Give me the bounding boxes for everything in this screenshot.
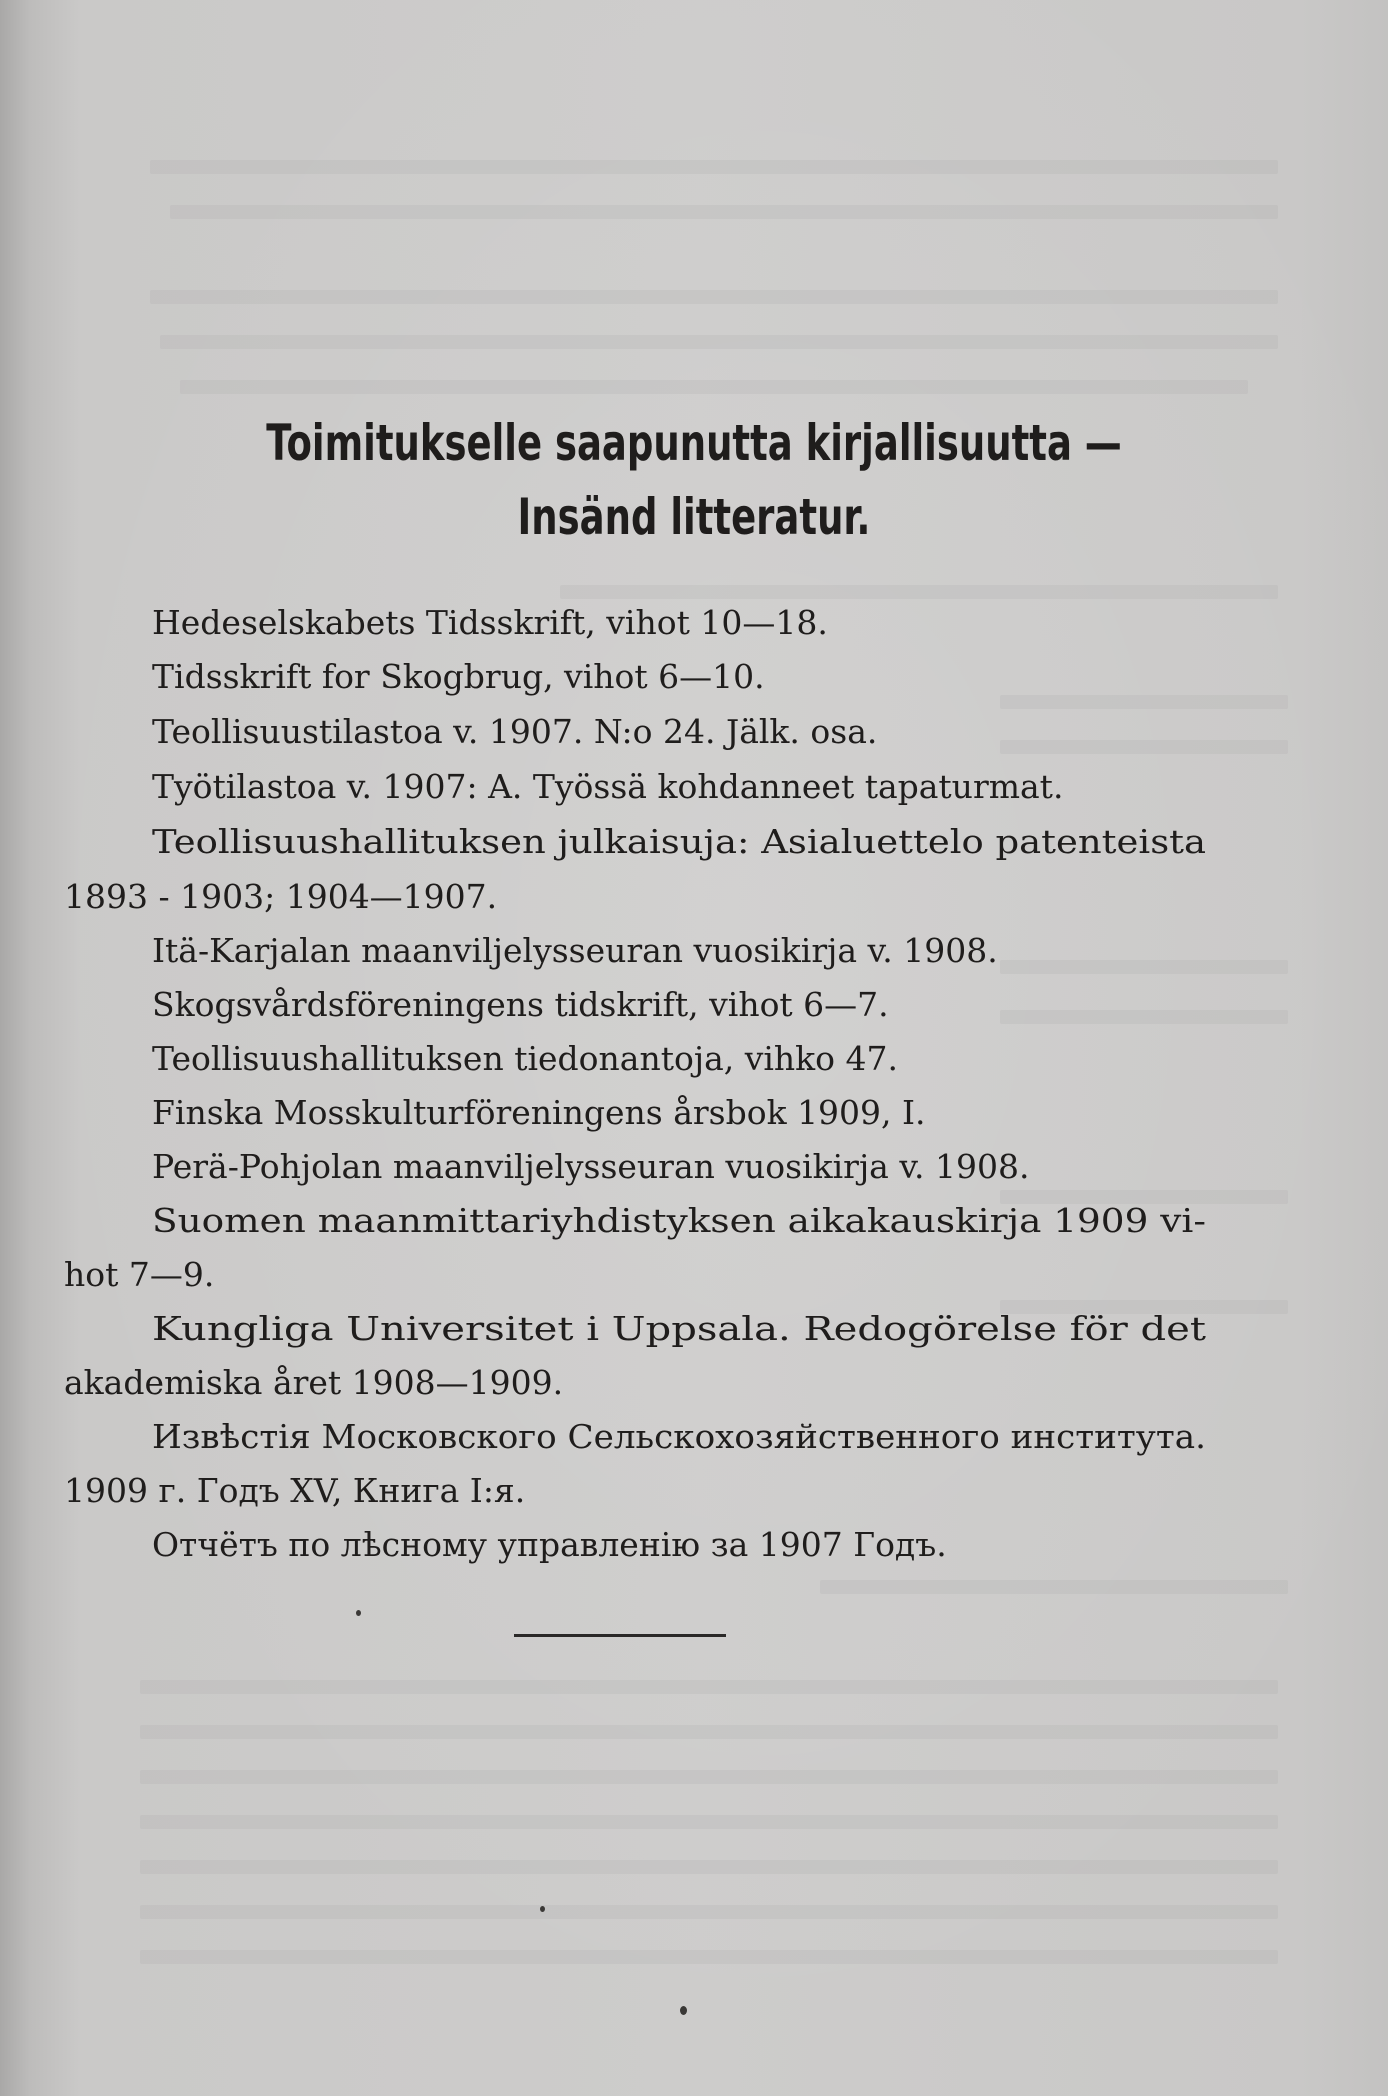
ink-speck (680, 2006, 687, 2015)
list-item: Työtilastoa v. 1907: A. Työssä kohdanneet tapaturmat. (152, 767, 1064, 806)
list-item: Извѣстія Московского Сельскохозяйственного института. (152, 1417, 1206, 1456)
list-item-continuation: 1909 г. Годъ XV, Книга I:я. (64, 1471, 526, 1510)
closing-rule (514, 1634, 726, 1637)
list-item: Teollisuustilastoa v. 1907. N:o 24. Jälk. osa. (152, 712, 878, 751)
ink-speck (356, 1610, 361, 1616)
list-item: Perä-Pohjolan maanviljelysseuran vuosikirja v. 1908. (152, 1147, 1030, 1186)
heading-title-line-2: Insänd litteratur. (517, 488, 871, 546)
list-item: Suomen maanmittariyhdistyksen aikakauskirja 1909 vi- (152, 1201, 1206, 1240)
heading-title-line-1: Toimitukselle saapunutta kirjallisuutta — (266, 414, 1122, 472)
ink-speck (540, 1906, 545, 1912)
list-item: Отчётъ по лѣсному управленію за 1907 Годъ. (152, 1525, 947, 1564)
list-item: Finska Mosskulturföreningens årsbok 1909, I. (152, 1093, 926, 1132)
list-item-continuation: hot 7—9. (64, 1255, 215, 1294)
list-item: Itä-Karjalan maanviljelysseuran vuosikirja v. 1908. (152, 931, 998, 970)
list-item: Teollisuushallituksen tiedonantoja, vihko 47. (152, 1039, 899, 1078)
list-item-continuation: akademiska året 1908—1909. (64, 1363, 564, 1402)
list-item: Tidsskrift for Skogbrug, vihot 6—10. (152, 657, 765, 696)
list-item: Skogsvårdsföreningens tidskrift, vihot 6—7. (152, 985, 889, 1024)
list-item: Teollisuushallituksen julkaisuja: Asialuettelo patenteista (152, 822, 1207, 861)
list-item-continuation: 1893 - 1903; 1904—1907. (64, 877, 498, 916)
list-item: Hedeselskabets Tidsskrift, vihot 10—18. (152, 603, 828, 642)
list-item: Kungliga Universitet i Uppsala. Redogörelse för det (152, 1309, 1207, 1348)
